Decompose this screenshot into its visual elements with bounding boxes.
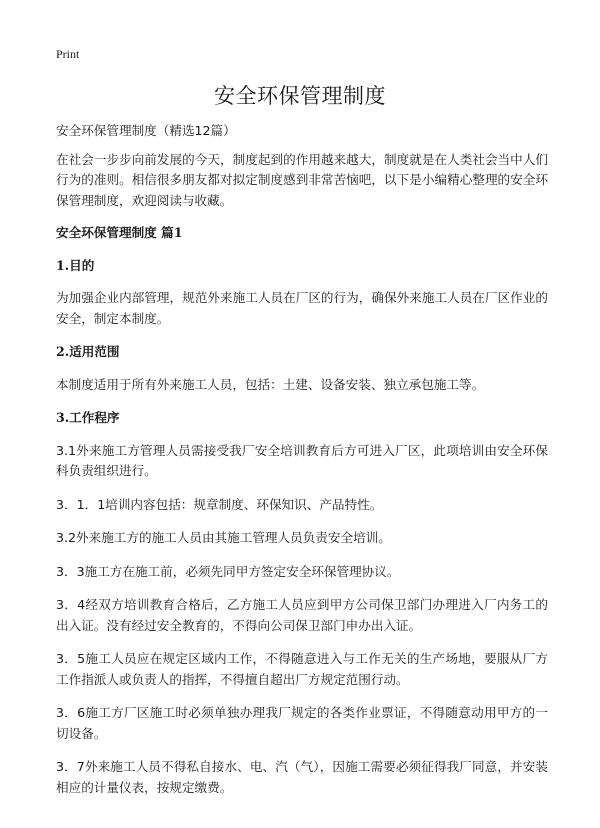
section-heading-scope: 2.适用范围: [56, 344, 120, 359]
procedure-item: 3.2外来施工方的施工人员由其施工管理人员负责安全培训。: [56, 530, 391, 545]
section-heading-procedure: 3.工作程序: [56, 410, 120, 425]
procedure-item: 3.1外来施工方管理人员需接受我厂安全培训教育后方可进入厂区，此项培训由安全环保科负责组织进行。: [56, 442, 548, 478]
procedure-item: 3．5施工人员应在规定区域内工作，不得随意进入与工作无关的生产场地，要服从厂方工作指派人或负责人的指挥，不得擅自超出厂方规定范围行动。: [56, 651, 548, 687]
procedure-item: 3．6施工方厂区施工时必须单独办理我厂规定的各类作业票证，不得随意动用甲方的一切设备。: [56, 705, 548, 741]
section-body-purpose: 为加强企业内部管理，规范外来施工人员在厂区的行为，确保外来施工人员在厂区作业的安全，制定本制度。: [56, 290, 548, 326]
procedure-item: 3．1．1培训内容包括：规章制度、环保知识、产品特性。: [56, 496, 383, 512]
procedure-item: 3．4经双方培训教育合格后，乙方施工人员应到甲方公司保卫部门办理进入厂内务工的出入证。没有经过安全教育的，不得向公司保卫部门申办出入证。: [56, 597, 548, 633]
procedure-item: 3．7外来施工人员不得私自接水、电、汽（气），因施工需要必须征得我厂同意，并安装相应的计量仪表，按规定缴费。: [56, 759, 548, 795]
intro-paragraph: 在社会一步步向前发展的今天，制度起到的作用越来越大，制度就是在人类社会当中人们行为的准则。相信很多朋友都对拟定制度感到非常苦恼吧，以下是小编精心整理的安全环保管理制度，欢迎阅读与收藏。: [56, 151, 548, 208]
document-subtitle: 安全环保管理制度（精选12篇）: [56, 123, 236, 138]
page-title: 安全环保管理制度: [214, 84, 386, 108]
document-body: [56, 121, 548, 811]
article-heading: 安全环保管理制度 篇1: [56, 225, 183, 240]
procedure-item: 3．3施工方在施工前，必须先同甲方签定安全环保管理协议。: [56, 563, 400, 579]
section-body-scope: 本制度适用于所有外来施工人员，包括：土建、设备安装、独立承包施工等。: [56, 376, 485, 392]
print-link[interactable]: Print: [56, 47, 80, 61]
section-heading-purpose: 1.目的: [56, 257, 95, 273]
